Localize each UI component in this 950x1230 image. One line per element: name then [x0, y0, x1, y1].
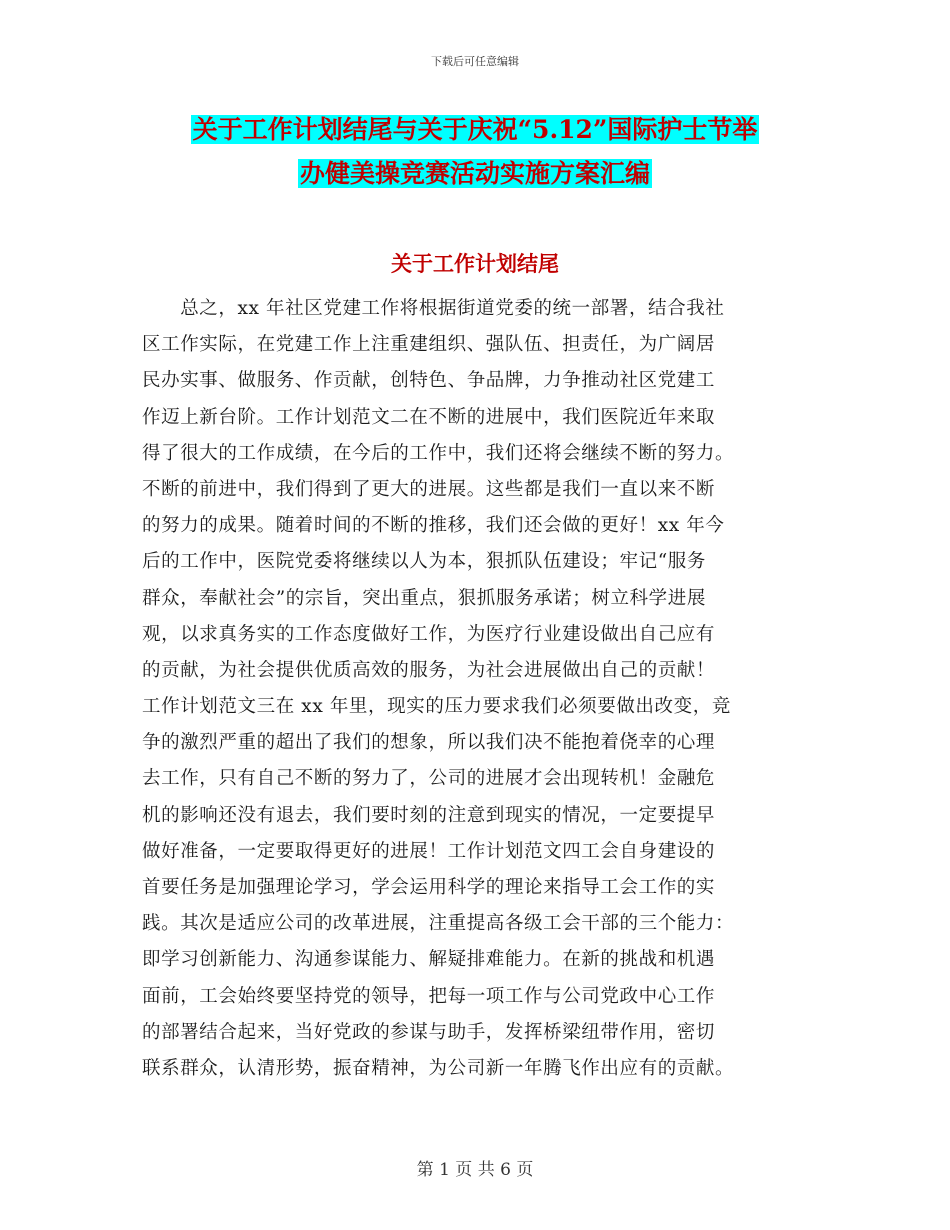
page-number-footer: 第 1 页 共 6 页 — [416, 1160, 534, 1180]
body-line: 群众，奉献社会”的宗旨，突出重点，狠抓服务承诺；树立科学进展 — [142, 587, 706, 609]
body-line: 不断的前进中，我们得到了更大的进展。这些都是我们一直以来不断 — [142, 478, 716, 500]
document-title-line-2 — [0, 152, 950, 196]
body-line: 联系群众，认清形势，振奋精神，为公司新一年腾飞作出应有的贡献。 — [142, 1057, 735, 1079]
body-line: 的部署结合起来，当好党政的参谋与助手，发挥桥梁纽带作用，密切 — [142, 1021, 716, 1043]
document-title-line-1 — [0, 108, 950, 152]
body-line: 机的影响还没有退去，我们要时刻的注意到现实的情况，一定要提早 — [142, 804, 716, 826]
body-line: 总之，xx 年社区党建工作将根据街道党委的统一部署，结合我社 — [142, 298, 725, 319]
body-line: 观，以求真务实的工作态度做好工作，为医疗行业建设做出自己应有 — [142, 623, 716, 645]
document-title-line-2-text: 办健美操竞赛活动实施方案汇编 — [299, 159, 650, 188]
body-line: 首要任务是加强理论学习，学会运用科学的理论来指导工会工作的实 — [142, 877, 716, 898]
body-line: 的努力的成果。随着时间的不断的推移，我们还会做的更好！xx 年今 — [142, 515, 725, 537]
body-line: 争的激烈严重的超出了我们的想象，所以我们决不能抱着侥幸的心理 — [142, 732, 716, 754]
body-line: 面前，工会始终要坚持党的领导，把每一项工作与公司党政中心工作 — [142, 985, 716, 1007]
body-line: 工作计划范文三在 xx 年里，现实的压力要求我们必须要做出改变，竞 — [142, 696, 731, 718]
body-line: 践。其次是适应公司的改革进展，注重提高各级工会干部的三个能力： — [142, 913, 735, 935]
body-line: 做好准备，一定要取得更好的进展！工作计划范文四工会自身建设的 — [142, 840, 716, 862]
body-line: 即学习创新能力、沟通参谋能力、解疑排难能力。在新的挑战和机遇 — [142, 949, 716, 971]
body-line: 民办实事、做服务、作贡献，创特色、争品牌，力争推动社区党建工 — [142, 370, 716, 392]
body-line: 后的工作中，医院党委将继续以人为本，狠抓队伍建设；牢记“服务 — [142, 551, 706, 573]
document-title-line-1-text: 关于工作计划结尾与关于庆祝“5.12”国际护士节举 — [192, 115, 758, 144]
page-header: 下载后可任意编辑 — [431, 55, 519, 68]
body-line: 作迈上新台阶。工作计划范文二在不断的进展中，我们医院近年来取 — [142, 406, 716, 428]
body-line: 区工作实际，在党建工作上注重建组织、强队伍、担责任，为广阔居 — [142, 334, 716, 356]
body-line: 得了很大的工作成绩，在今后的工作中，我们还将会继续不断的努力。 — [142, 442, 735, 464]
body-line: 的贡献，为社会提供优质高效的服务，为社会进展做出自己的贡献！ — [142, 659, 716, 681]
body-line: 去工作，只有自己不断的努力了，公司的进展才会出现转机！金融危 — [142, 768, 716, 790]
section-title: 关于工作计划结尾 — [391, 251, 559, 276]
document-title — [0, 108, 950, 196]
body-text — [142, 291, 810, 1087]
